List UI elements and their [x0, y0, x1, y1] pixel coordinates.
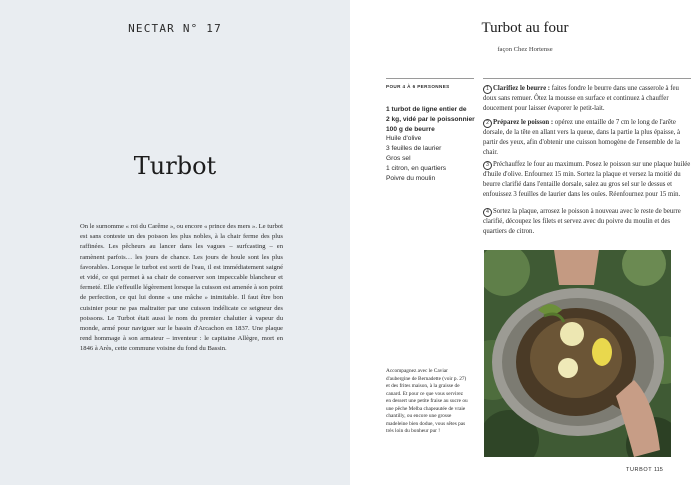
intro-paragraph: On le surnomme « roi du Carême », ou encore « prince des mers ». Le turbot est sans conteste un des poisson les plus nobles, à la chair ferme des plus raffinées. Les pêcheurs au lancer dans les vagues – surfcasting – en ramènent parfois… les jours de chance. Les jours de houle sont les plus favorables. Lorsque le turbot est sorti de l'eau, il est immédiatement saigné et vidé, ce qui permet à sa chair de conserver son impeccable blancheur et fermeté. Elle s'effeuille légèrement lorsque la cuisson est amenée à son point de perfection, ce qui lui donne « une mâche » inimitable. Il faut être bon cuisinier pour ne pas maltraiter par une cuisson indélicate ce seigneur des poissons. Le Turbot était aussi le nom du premier chalutier à vapeur du monde, armé pour naviguer sur le bassin d'Arcachon en 1837. Une plaque rend hommage à son armateur – inventeur : le capitaine Allègre, mort en 1846 à Arès, cette commune voisine du fond du Bassin. — [80, 223, 283, 353]
ingredients-divider — [386, 78, 474, 79]
step-text: faites fondre le beurre dans une casserole à feu doux sans remuer. Ôtez la mousse en surface et continuez à chauffer doucement pour laisser évaporer le petit-lait. — [483, 85, 679, 112]
step-text: Sortez la plaque, arrosez le poisson à nouveau avec le reste de beurre clarifié, découpez les filets et servez avec du poivre du moulin et des quartiers de citron. — [483, 208, 681, 235]
recipe-subtitle: façon Chez Hortense — [497, 46, 553, 53]
ingredient-item: 100 g de beurre — [386, 125, 435, 133]
recipe-step — [483, 118, 691, 157]
step-number: 2 — [483, 119, 492, 128]
ingredient-item: 1 turbot de ligne entier de — [386, 106, 467, 113]
step-lead: Clarifiez le beurre : — [493, 85, 551, 92]
ingredients-list — [386, 105, 476, 183]
ingredient-item: 1 citron, en quartiers — [386, 164, 447, 172]
portions-label: POUR 4 À 6 PERSONNES — [386, 84, 450, 89]
turbot-photo — [484, 250, 671, 457]
serving-note: Accompagnez avec le Caviar d'aubergine de Bernadette (voir p. 27) et des frites maison, à la graisse de canard. Et pour ce que vous servirez en dessert une petite fraise au sucre ou une pêche Melba chapeautée de vraie chantilly, ou encore une grosse madeleine bien dodue, vous sêtes pas très loin du bonheur pur ! — [386, 368, 468, 434]
step-number: 4 — [483, 208, 492, 217]
ingredient-item: Gros sel — [386, 154, 411, 162]
recipe-step — [483, 160, 691, 199]
footer-label: TURBOT — [626, 467, 653, 473]
step-text: opérez une entaille de 7 cm le long de l'arête dorsale, de la tête en allant vers la queue, dans la partie la plus épaisse, à partir des yeux, afin d'obtenir une cuisson homogène de l'ensemble de la chair. — [483, 119, 681, 156]
ingredient-item: 2 kg, vidé par le poissonnier — [386, 115, 475, 123]
series-label: NECTAR N° 17 — [128, 22, 222, 35]
ingredient-item: Huile d'olive — [386, 135, 422, 143]
step-number: 3 — [483, 161, 492, 170]
page-number: 115 — [654, 467, 663, 473]
recipe-title: Turbot au four — [481, 20, 569, 36]
step-lead: Préparez le poisson : — [493, 119, 554, 126]
ingredient-item: 3 feuilles de laurier — [386, 145, 442, 153]
step-text: Préchauffez le four au maximum. Posez le poisson sur une plaque huilée d'huile d'olive. Enfournez 15 min. Sortez la plaque et versez la moitié du beurre clarifié dans l'entaille dorsale, salez au gros sel sur le dessus et enfouissez 3 feuilles de laurier dans les ouïes. Réenfournez pour 15 min. — [483, 161, 691, 198]
page-title: Turbot — [133, 152, 217, 180]
ingredient-item: Poivre du moulin — [386, 174, 436, 182]
steps-divider — [483, 78, 691, 79]
recipe-step — [483, 84, 691, 114]
recipe-step — [483, 207, 691, 237]
step-number: 1 — [483, 85, 492, 94]
